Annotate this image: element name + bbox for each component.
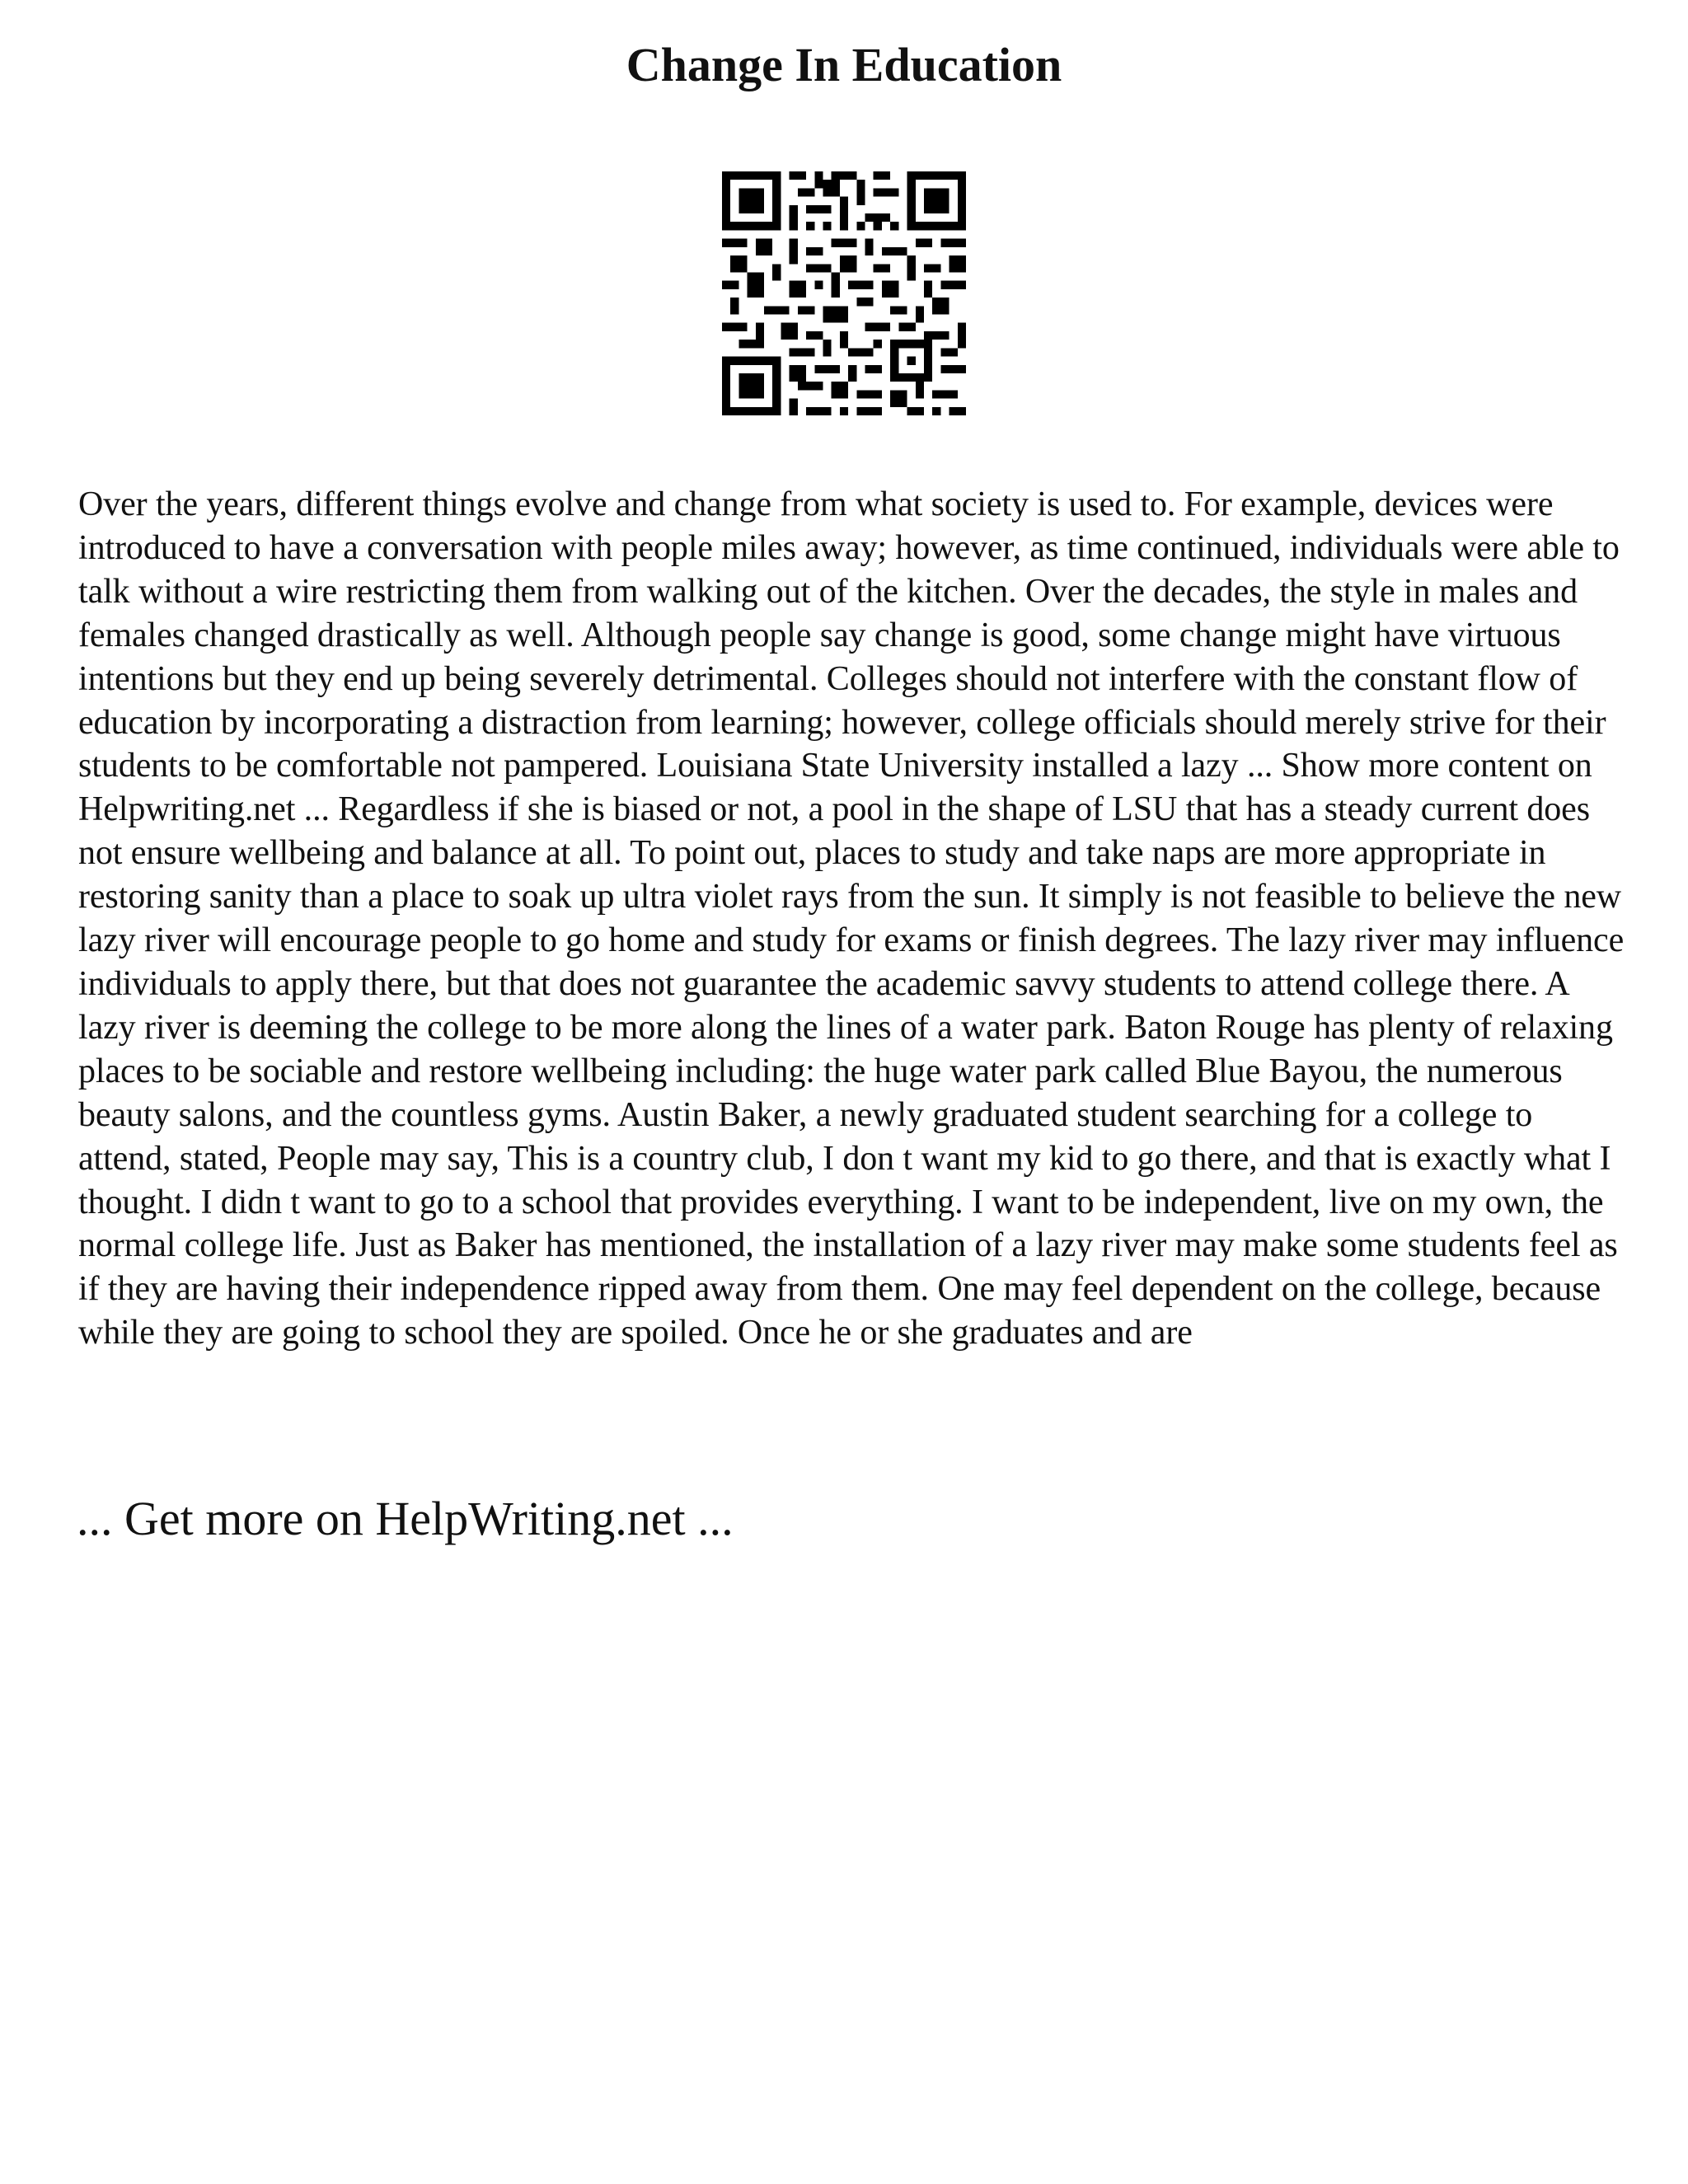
get-more-link[interactable]: ... Get more on HelpWriting.net ... (77, 1492, 734, 1545)
qr-code-icon (722, 171, 966, 415)
essay-body: Over the years, different things evolve and change from what society is used to. For example, devices were introduced to have a conversation with people miles away; however, as time continued, individuals were able to talk without a wire restricting them from walking out of the kitchen. Over the decades, the style in males and females changed drastically as well. Although people say change is good, some change might have virtuous intentions but they end up being severely detrimental. Colleges should not interfere with the constant flow of education by incorporating a distraction from learning; however, college officials should merely strive for their students to be comfortable not pampered. Louisiana State University installed a lazy ... Show more content on Helpwriting.net ... Regardless if she is biased or not, a pool in the shape of LSU that has a steady current does not ensure wellbeing and balance at all. To point out, places to study and take naps are more appropriate in restoring sanity than a place to soak up ultra violet rays from the sun. It simply is not feasible to believe the new lazy river will encourage people to go home and study for exams or finish degrees. The lazy river may influence individuals to apply there, but that does not guarantee the academic savvy students to attend college there. A lazy river is deeming the college to be more along the lines of a water park. Baton Rouge has plenty of relaxing places to be sociable and restore wellbeing including: the huge water park called Blue Bayou, the numerous beauty salons, and the countless gyms. Austin Baker, a newly graduated student searching for a college to attend, stated, People may say, This is a country club, I don t want my kid to go there, and that is exactly what I thought. I didn t want to go to a school that provides everything. I want to be independent, live on my own, the normal college life. Just as Baker has mentioned, the installation of a lazy river may make some students feel as if they are having their independence ripped away from them. One may feel dependent on the college, because while they are going to school they are spoiled. Once he or she graduates and are (78, 485, 1625, 1352)
page-title: Change In Education (626, 38, 1062, 91)
